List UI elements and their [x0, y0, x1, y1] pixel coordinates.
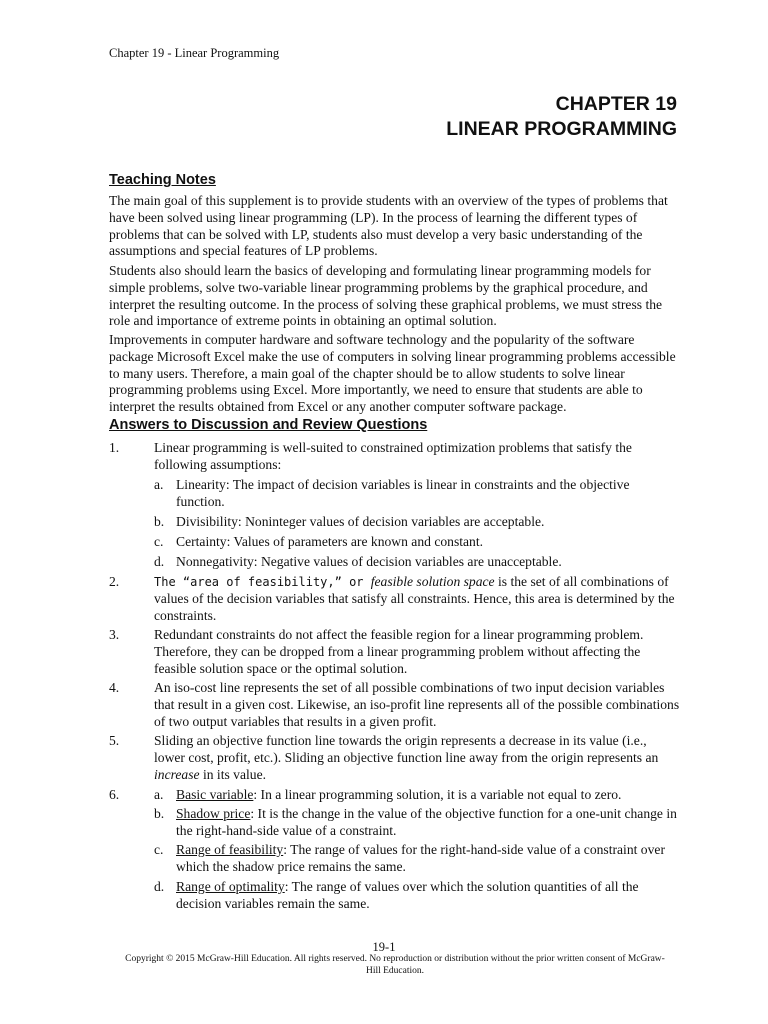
question-number-2: 2.: [109, 574, 120, 589]
copyright-notice: Copyright © 2015 McGraw-Hill Education. All rights reserved. No reproduction or distribution without the prior written consent of McGraw-Hill Education.: [125, 954, 665, 976]
teaching-notes-paragraph-1: The main goal of this supplement is to provide students with an overview of the types of problems that have been solved using linear programming (LP). In the process of learning the different types of problems that can be solved with LP, students also must develop a very basic understanding of the assumptions and special features of LP problems.: [109, 193, 668, 259]
question-number-5: 5.: [109, 733, 120, 748]
q1-item-d-letter: d.: [154, 554, 165, 569]
chapter-title: [446, 92, 677, 142]
q6-item-a-definition: : In a linear programming solution, it is a variable not equal to zero.: [253, 787, 622, 802]
q1-item-a-letter: a.: [154, 477, 164, 492]
question-2-text: [154, 574, 680, 624]
answers-heading: Answers to Discussion and Review Questions: [109, 417, 428, 433]
q6-item-c-letter: c.: [154, 842, 164, 857]
running-header: Chapter 19 - Linear Programming: [109, 46, 280, 60]
q6-item-d-letter: d.: [154, 879, 165, 894]
teaching-notes-paragraph-3: Improvements in computer hardware and software technology and the popularity of the software package Microsoft Excel make the use of computers in solving linear programming problems accessible to many users. Therefore, a main goal of the chapter should be to allow students to solve linear programming problems using Excel. More importantly, we need to ensure that students are able to interpret the results obtained from Excel or any another computer software package.: [109, 332, 676, 415]
q6-item-d-definition: : The range of values over which the solution quantities of all the decision variables remain the same.: [176, 879, 639, 911]
teaching-notes-paragraph-2: Students also should learn the basics of developing and formulating linear programming models for simple problems, solve two-variable linear programming problems by the graphical procedure, and interpret the resulting outcome. In the process of solving these graphical problems, we must stress the role and importance of extreme points in obtaining an optimal solution.: [109, 263, 663, 329]
q2-continuation: is the set of all combinations of values of the decision variables that satisfy all constraints. Hence, this area is determined by the constraints.: [154, 574, 675, 623]
q2-lead-in: The “area of feasibility,” or: [154, 575, 371, 589]
question-number-4: 4.: [109, 680, 120, 695]
q6-item-d-text: [176, 879, 680, 913]
q5-lead-in: Sliding an objective function line towards the origin represents a decrease in its value (i.e., lower cost, profit, etc.). Sliding an objective function line away from the origin represents an: [154, 733, 659, 765]
page-number: 19-1: [372, 940, 396, 954]
question-3-text: Redundant constraints do not affect the feasible region for a linear programming problem. Therefore, they can be dropped from a linear programming problem without affecting the feasible solution space or the optimal solution.: [154, 627, 644, 676]
teaching-notes-heading: Teaching Notes: [109, 172, 216, 188]
chapter-number: CHAPTER 19: [555, 93, 677, 115]
question-number-6: 6.: [109, 787, 120, 802]
q6-item-c-definition: : The range of values for the right-hand-side value of a constraint over which the shadow price remains the same.: [176, 842, 665, 874]
q6-item-a-term: Basic variable: [176, 787, 254, 802]
q1-item-c-text: Certainty: Values of parameters are known and constant.: [176, 534, 484, 549]
q2-italic-term: feasible solution space: [370, 574, 495, 589]
question-1-text: Linear programming is well-suited to constrained optimization problems that satisfy the following assumptions:: [154, 440, 632, 472]
question-5-text: [154, 733, 680, 783]
q6-item-c-term: Range of feasibility: [176, 842, 284, 857]
q6-item-a-text: [176, 787, 680, 804]
q6-item-c-text: [176, 842, 680, 876]
q5-continuation: in its value.: [199, 766, 266, 782]
q1-item-b-letter: b.: [154, 514, 165, 529]
q1-item-a-text: Linearity: The impact of decision variables is linear in constraints and the objective function.: [176, 477, 630, 509]
q1-item-d-text: Nonnegativity: Negative values of decision variables are unacceptable.: [176, 554, 562, 569]
q6-item-b-definition: : It is the change in the value of the objective function for a one-unit change in the right-hand-side value of a constraint.: [176, 806, 677, 838]
q1-item-c-letter: c.: [154, 534, 164, 549]
q6-item-a-letter: a.: [154, 787, 164, 802]
question-number-3: 3.: [109, 627, 120, 642]
question-number-1: 1.: [109, 440, 120, 455]
question-4-text: An iso-cost line represents the set of all possible combinations of two input decision variables that result in a given cost. Likewise, an iso-profit line represents all of the possible combinations of two output variables that results in a given profit.: [154, 680, 680, 729]
q5-italic-term: increase: [154, 766, 200, 782]
q6-item-d-term: Range of optimality: [176, 879, 285, 894]
q1-item-b-text: Divisibility: Noninteger values of decision variables are acceptable.: [176, 514, 545, 529]
q6-item-b-text: [176, 806, 680, 840]
chapter-name: LINEAR PROGRAMMING: [446, 118, 677, 140]
q6-item-b-term: Shadow price: [176, 806, 251, 821]
q6-item-b-letter: b.: [154, 806, 165, 821]
